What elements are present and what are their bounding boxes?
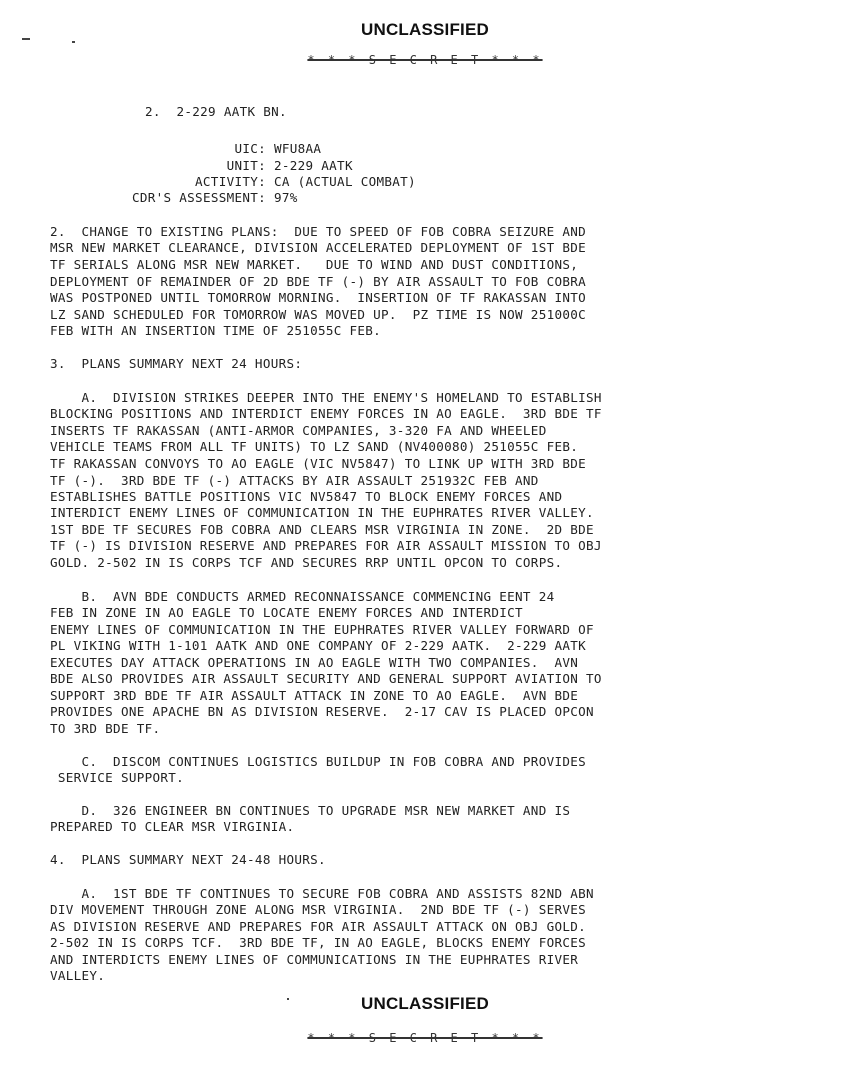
body-line: AS DIVISION RESERVE AND PREPARES FOR AIR ASSAULT ATTACK ON OBJ GOLD. [50,919,586,934]
body-line: ENEMY LINES OF COMMUNICATION IN THE EUPHRATES RIVER VALLEY FORWARD OF [50,622,594,637]
body-line: TF SERIALS ALONG MSR NEW MARKET. DUE TO WIND AND DUST CONDITIONS, [50,257,579,272]
body-line: PROVIDES ONE APACHE BN AS DIVISION RESERVE. 2-17 CAV IS PLACED OPCON [50,704,594,719]
body-line: D. 326 ENGINEER BN CONTINUES TO UPGRADE MSR NEW MARKET AND IS [50,803,571,818]
body-line: WAS POSTPONED UNTIL TOMORROW MORNING. INSERTION OF TF RAKASSAN INTO [50,290,586,305]
body-line: PREPARED TO CLEAR MSR VIRGINIA. [50,819,295,834]
body-line: INTERDICT ENEMY LINES OF COMMUNICATION IN THE EUPHRATES RIVER VALLEY. [50,505,594,520]
body-line: SERVICE SUPPORT. [50,770,184,785]
field-value-activity: CA (ACTUAL COMBAT) [274,174,416,189]
field-label-activity: ACTIVITY: [195,174,266,189]
body-line: ESTABLISHES BATTLE POSITIONS VIC NV5847 TO BLOCK ENEMY FORCES AND [50,489,563,504]
secret-marking-header: * * * S E C R E T * * * [307,53,543,67]
secret-marking-footer: * * * S E C R E T * * * [307,1031,543,1045]
body-line: MSR NEW MARKET CLEARANCE, DIVISION ACCELERATED DEPLOYMENT OF 1ST BDE [50,240,586,255]
scan-speck [287,998,289,1000]
body-line: BLOCKING POSITIONS AND INTERDICT ENEMY FORCES IN AO EAGLE. 3RD BDE TF [50,406,602,421]
field-value-cdr-assessment: 97% [274,190,298,205]
body-line: FEB WITH AN INSERTION TIME OF 251055C FEB. [50,323,382,338]
field-value-unit: 2-229 AATK [274,158,353,173]
body-line: DEPLOYMENT OF REMAINDER OF 2D BDE TF (-) BY AIR ASSAULT TO FOB COBRA [50,274,586,289]
field-label-unit: UNIT: [226,158,266,173]
body-line: GOLD. 2-502 IN IS CORPS TCF AND SECURES RRP UNTIL OPCON TO CORPS. [50,555,563,570]
body-line: LZ SAND SCHEDULED FOR TOMORROW WAS MOVED UP. PZ TIME IS NOW 251000C [50,307,586,322]
field-label-uic: UIC: [234,141,266,156]
body-line: A. DIVISION STRIKES DEEPER INTO THE ENEMY'S HOMELAND TO ESTABLISH [50,390,602,405]
body-line: A. 1ST BDE TF CONTINUES TO SECURE FOB COBRA AND ASSISTS 82ND ABN [50,886,594,901]
body-line: 1ST BDE TF SECURES FOB COBRA AND CLEARS MSR VIRGINIA IN ZONE. 2D BDE [50,522,594,537]
body-line: TF (-) IS DIVISION RESERVE AND PREPARES FOR AIR ASSAULT MISSION TO OBJ [50,538,602,553]
body-line: TO 3RD BDE TF. [50,721,161,736]
body-line: TF (-). 3RD BDE TF (-) ATTACKS BY AIR ASSAULT 251932C FEB AND [50,473,539,488]
classification-footer: UNCLASSIFIED [360,994,490,1013]
body-line: EXECUTES DAY ATTACK OPERATIONS IN AO EAGLE WITH TWO COMPANIES. AVN [50,655,579,670]
body-line: TF RAKASSAN CONVOYS TO AO EAGLE (VIC NV5847) TO LINK UP WITH 3RD BDE [50,456,586,471]
field-value-uic: WFU8AA [274,141,322,156]
body-line: DIV MOVEMENT THROUGH ZONE ALONG MSR VIRGINIA. 2ND BDE TF (-) SERVES [50,902,586,917]
body-line: PL VIKING WITH 1-101 AATK AND ONE COMPANY OF 2-229 AATK. 2-229 AATK [50,638,586,653]
scan-speck [72,41,75,43]
body-line: INSERTS TF RAKASSAN (ANTI-ARMOR COMPANIES, 3-320 FA AND WHEELED [50,423,547,438]
classification-header: UNCLASSIFIED [360,20,490,39]
body-line: VALLEY. [50,968,106,983]
body-line: AND INTERDICTS ENEMY LINES OF COMMUNICATIONS IN THE EUPHRATES RIVER [50,952,579,967]
body-line: BDE ALSO PROVIDES AIR ASSAULT SECURITY AND GENERAL SUPPORT AVIATION TO [50,671,602,686]
body-line: FEB IN ZONE IN AO EAGLE TO LOCATE ENEMY FORCES AND INTERDICT [50,605,523,620]
body-line: SUPPORT 3RD BDE TF AIR ASSAULT ATTACK IN ZONE TO AO EAGLE. AVN BDE [50,688,579,703]
body-line: 2. CHANGE TO EXISTING PLANS: DUE TO SPEED OF FOB COBRA SEIZURE AND [50,224,586,239]
body-line: 2-502 IN IS CORPS TCF. 3RD BDE TF, IN AO EAGLE, BLOCKS ENEMY FORCES [50,935,586,950]
field-label-cdr-assessment: CDR'S ASSESSMENT: [132,190,266,205]
body-line: B. AVN BDE CONDUCTS ARMED RECONNAISSANCE COMMENCING EENT 24 [50,589,555,604]
scan-speck [22,38,30,40]
heading-plans-24-48: 4. PLANS SUMMARY NEXT 24-48 HOURS. [50,852,326,867]
body-line: C. DISCOM CONTINUES LOGISTICS BUILDUP IN FOB COBRA AND PROVIDES [50,754,586,769]
section-title: 2. 2-229 AATK BN. [145,104,287,119]
heading-plans-24: 3. PLANS SUMMARY NEXT 24 HOURS: [50,356,303,371]
body-line: VEHICLE TEAMS FROM ALL TF UNITS) TO LZ SAND (NV400080) 251055C FEB. [50,439,579,454]
